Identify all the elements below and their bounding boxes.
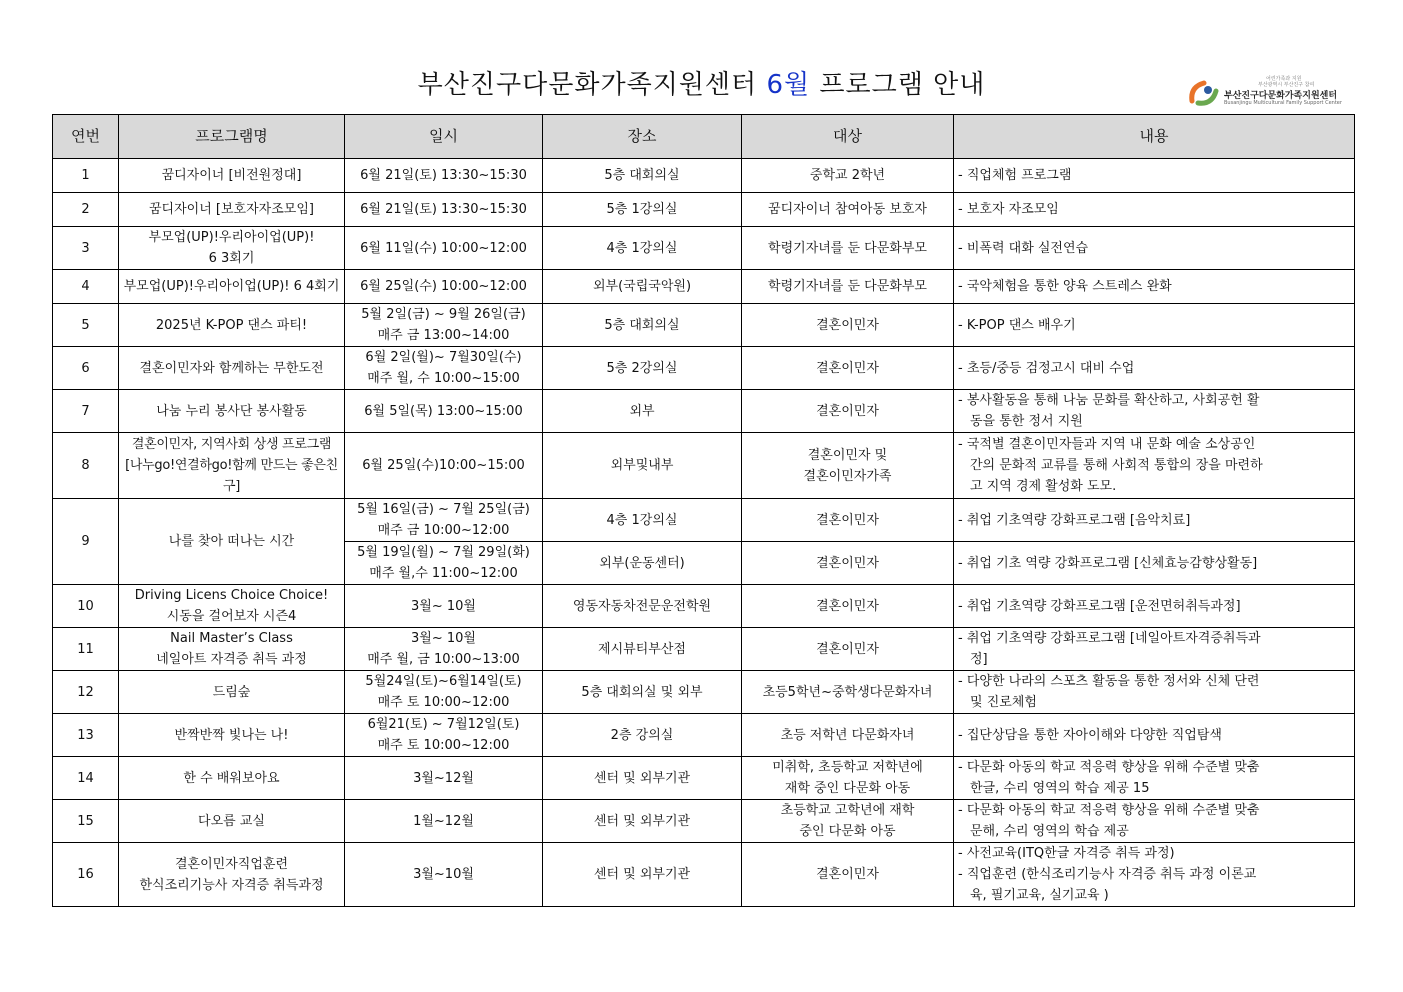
row-number: 4 bbox=[53, 270, 119, 304]
program-place-line: 센터 및 외부기관 bbox=[593, 813, 691, 829]
program-content bbox=[954, 390, 1355, 433]
program-target-line: 결혼이민자 bbox=[816, 360, 879, 376]
program-name bbox=[119, 757, 345, 800]
program-content bbox=[954, 757, 1355, 800]
program-content-line: - 집단상담을 통한 자아이해와 다양한 직업탐색 bbox=[958, 727, 1222, 743]
header-content: 내용 bbox=[954, 115, 1355, 159]
program-date-line: 5월 16일(금) ~ 7월 25일(금) bbox=[357, 502, 530, 517]
program-date-line: 6월 25일(수) 10:00~12:00 bbox=[360, 279, 527, 294]
program-target-line: 중학교 2학년 bbox=[809, 168, 886, 183]
logo-english-name: Busanjingu Multicultural Family Support Center bbox=[1224, 100, 1342, 106]
program-target bbox=[742, 628, 954, 671]
program-name-line: Nail Master’s Class bbox=[170, 631, 293, 646]
program-date-line: 3월~ 10월 bbox=[411, 598, 476, 614]
header-program: 프로그램명 bbox=[119, 115, 345, 159]
program-place bbox=[543, 671, 742, 714]
header-date: 일시 bbox=[345, 115, 543, 159]
table-row bbox=[53, 499, 1355, 542]
program-date bbox=[345, 270, 543, 304]
program-target bbox=[742, 542, 954, 585]
program-name-line: 2025년 K-POP 댄스 파티! bbox=[155, 317, 308, 333]
program-target-line: 결혼이민자 및 bbox=[807, 447, 888, 463]
program-target-line: 중인 다문화 아동 bbox=[799, 824, 896, 839]
table-row bbox=[53, 585, 1355, 628]
program-date bbox=[345, 542, 543, 585]
program-target bbox=[742, 304, 954, 347]
program-date bbox=[345, 193, 543, 227]
program-content-line: - 사전교육(ITQ한글 자격증 취득 과정) bbox=[958, 846, 1175, 861]
program-name bbox=[119, 671, 345, 714]
program-place bbox=[543, 714, 742, 757]
program-place-line: 5층 1강의실 bbox=[606, 202, 678, 217]
program-content-line: 한글, 수리 영역의 학습 제공 15 bbox=[970, 781, 1150, 796]
table-row bbox=[53, 800, 1355, 843]
program-date-line: 6월21(토) ~ 7월12일(토) bbox=[367, 717, 520, 732]
program-content-line: - 취업 기초역량 강화프로그램 [운전면허취득과정] bbox=[958, 598, 1241, 614]
program-date-line: 5월 2일(금) ~ 9월 26일(금) bbox=[361, 307, 526, 322]
program-table bbox=[52, 114, 1355, 907]
program-name-line: 드림숲 bbox=[212, 684, 251, 700]
logo-mark-icon bbox=[1188, 79, 1222, 107]
program-place-line: 4층 1강의실 bbox=[606, 240, 678, 256]
program-target-line: 결혼이민자가족 bbox=[803, 468, 892, 484]
program-date bbox=[345, 628, 543, 671]
table-row bbox=[53, 304, 1355, 347]
program-name-line: 결혼이민자와 함께하는 무한도전 bbox=[139, 360, 324, 376]
program-target bbox=[742, 714, 954, 757]
program-content-line: - 초등/중등 검정고시 대비 수업 bbox=[958, 360, 1135, 376]
program-content-line: - 취업 기초 역량 강화프로그램 [신체효능감향상활동] bbox=[958, 555, 1258, 571]
program-name bbox=[119, 499, 345, 585]
program-date-line: 3월~12월 bbox=[413, 770, 474, 786]
program-date bbox=[345, 499, 543, 542]
program-target bbox=[742, 193, 954, 227]
program-date-line: 매주 월,수 11:00~12:00 bbox=[369, 566, 518, 581]
program-content-line: - K-POP 댄스 배우기 bbox=[958, 317, 1076, 333]
program-content-line: - 비폭력 대화 실전연습 bbox=[958, 240, 1089, 256]
program-date-line: 매주 월, 수 10:00~15:00 bbox=[367, 371, 520, 386]
program-place bbox=[543, 433, 742, 499]
program-name-line: [나누go!연결하go!함께 만드는 좋은친구] bbox=[125, 458, 338, 494]
row-number: 7 bbox=[53, 390, 119, 433]
program-date-line: 매주 토 10:00~12:00 bbox=[377, 738, 510, 753]
program-place bbox=[543, 800, 742, 843]
program-content bbox=[954, 800, 1355, 843]
program-date bbox=[345, 159, 543, 193]
program-date bbox=[345, 714, 543, 757]
program-target bbox=[742, 270, 954, 304]
program-name bbox=[119, 390, 345, 433]
program-place bbox=[543, 390, 742, 433]
program-target bbox=[742, 671, 954, 714]
program-content bbox=[954, 499, 1355, 542]
program-content bbox=[954, 304, 1355, 347]
program-content-line: 동을 통한 정서 지원 bbox=[970, 414, 1083, 429]
program-date bbox=[345, 671, 543, 714]
program-name bbox=[119, 347, 345, 390]
program-content-line: - 직업훈련 (한식조리기능사 자격증 취득 과정 이론교 bbox=[958, 867, 1257, 882]
program-content-line: - 취업 기초역량 강화프로그램 [네일아트자격증취득과 bbox=[958, 631, 1261, 646]
program-content-line: - 국적별 결혼이민자들과 지역 내 문화 예술 소상공인 bbox=[958, 437, 1256, 452]
program-content bbox=[954, 433, 1355, 499]
program-content bbox=[954, 542, 1355, 585]
program-place bbox=[543, 347, 742, 390]
program-place-line: 5층 대회의실 bbox=[604, 317, 680, 333]
program-content bbox=[954, 714, 1355, 757]
program-place bbox=[543, 159, 742, 193]
table-row bbox=[53, 671, 1355, 714]
table-row bbox=[53, 227, 1355, 270]
program-target-line: 결혼이민자 bbox=[816, 641, 879, 657]
program-name-line: 나를 찾아 떠나는 시간 bbox=[168, 534, 295, 549]
program-name-line: 시동을 걸어보자 시즌4 bbox=[166, 609, 297, 624]
program-content bbox=[954, 843, 1355, 907]
program-place-line: 외부및내부 bbox=[610, 458, 674, 473]
program-target bbox=[742, 433, 954, 499]
program-target bbox=[742, 499, 954, 542]
program-place bbox=[543, 499, 742, 542]
row-number: 8 bbox=[53, 433, 119, 499]
program-target bbox=[742, 800, 954, 843]
header-no: 연번 bbox=[53, 115, 119, 159]
program-place bbox=[543, 628, 742, 671]
program-content-line: 고 지역 경제 활성화 도모. bbox=[970, 479, 1117, 494]
program-place-line: 센터 및 외부기관 bbox=[593, 770, 691, 786]
program-content-line: 육, 필기교육, 실기교육 ) bbox=[970, 888, 1109, 903]
program-name-line: 부모업(UP)!우리아이업(UP)! bbox=[148, 230, 315, 245]
program-name-line: 한 수 배워보아요 bbox=[183, 770, 280, 786]
program-content-line: - 다문화 아동의 학교 적응력 향상을 위해 수준별 맞춤 bbox=[958, 803, 1260, 818]
program-content-line: - 다문화 아동의 학교 적응력 향상을 위해 수준별 맞춤 bbox=[958, 760, 1260, 775]
program-date-line: 매주 토 10:00~12:00 bbox=[377, 695, 510, 710]
table-header-row bbox=[53, 115, 1355, 159]
row-number: 3 bbox=[53, 227, 119, 270]
program-target-line: 결혼이민자 bbox=[816, 598, 879, 614]
program-place-line: 2층 강의실 bbox=[610, 727, 674, 743]
row-number: 5 bbox=[53, 304, 119, 347]
page-title: 부산진구다문화가족지원센터 6월 프로그램 안내 bbox=[417, 70, 986, 100]
program-name-line: Driving Licens Choice Choice! bbox=[134, 588, 329, 603]
program-name-line: 네일아트 자격증 취득 과정 bbox=[156, 652, 307, 667]
program-place-line: 외부(운동센터) bbox=[599, 555, 685, 571]
row-number: 10 bbox=[53, 585, 119, 628]
program-date-line: 6월 21일(토) 13:30~15:30 bbox=[360, 168, 527, 183]
program-content-line: - 직업체험 프로그램 bbox=[958, 168, 1072, 183]
program-date bbox=[345, 585, 543, 628]
program-date bbox=[345, 347, 543, 390]
table-row bbox=[53, 270, 1355, 304]
row-number: 12 bbox=[53, 671, 119, 714]
program-content bbox=[954, 671, 1355, 714]
center-logo bbox=[1188, 75, 1358, 109]
program-place-line: 5층 대회의실 및 외부 bbox=[581, 684, 703, 700]
program-content bbox=[954, 193, 1355, 227]
row-number: 9 bbox=[53, 499, 119, 585]
program-content bbox=[954, 227, 1355, 270]
program-name-line: 꿈디자이너 [보호자자조모임] bbox=[149, 202, 314, 217]
program-name-line: 반짝반짝 빛나는 나! bbox=[174, 727, 289, 743]
program-name-line: 다오름 교실 bbox=[198, 813, 265, 829]
program-date-line: 6월 2일(월)~ 7월30일(수) bbox=[365, 350, 522, 365]
program-content-line: 정] bbox=[970, 652, 988, 667]
table-row bbox=[53, 159, 1355, 193]
title-month: 6월 bbox=[766, 70, 811, 100]
row-number: 15 bbox=[53, 800, 119, 843]
program-name bbox=[119, 585, 345, 628]
program-place bbox=[543, 227, 742, 270]
program-place bbox=[543, 757, 742, 800]
program-place-line: 외부(국립국악원) bbox=[592, 279, 692, 294]
program-place bbox=[543, 585, 742, 628]
program-target bbox=[742, 390, 954, 433]
program-content bbox=[954, 270, 1355, 304]
program-place bbox=[543, 542, 742, 585]
program-target-line: 꿈디자이너 참여아동 보호자 bbox=[768, 202, 927, 217]
program-place-line: 4층 1강의실 bbox=[606, 512, 678, 528]
program-place-line: 제시뷰티부산점 bbox=[598, 641, 686, 657]
program-name bbox=[119, 270, 345, 304]
table-row bbox=[53, 193, 1355, 227]
program-date-line: 매주 금 10:00~12:00 bbox=[377, 523, 510, 538]
program-target-line: 결혼이민자 bbox=[816, 317, 879, 333]
program-target-line: 학령기자녀를 둔 다문화부모 bbox=[768, 240, 927, 256]
row-number: 16 bbox=[53, 843, 119, 907]
program-name bbox=[119, 227, 345, 270]
program-name bbox=[119, 628, 345, 671]
program-date-line: 3월~10월 bbox=[413, 867, 474, 882]
program-place-line: 5층 대회의실 bbox=[604, 168, 680, 183]
header-place: 장소 bbox=[543, 115, 742, 159]
table-row bbox=[53, 347, 1355, 390]
program-target-line: 초등5학년~중학생다문화자녀 bbox=[762, 684, 933, 700]
program-target bbox=[742, 159, 954, 193]
program-name bbox=[119, 433, 345, 499]
program-name-line: 6 3회기 bbox=[208, 251, 255, 266]
program-content-line: - 봉사활동을 통해 나눔 문화를 확산하고, 사회공헌 활 bbox=[958, 393, 1260, 408]
program-name-line: 꿈디자이너 [비전원정대] bbox=[161, 168, 302, 183]
program-target-line: 결혼이민자 bbox=[816, 867, 879, 882]
program-date bbox=[345, 757, 543, 800]
program-date-line: 6월 25일(수)10:00~15:00 bbox=[362, 458, 525, 473]
program-name bbox=[119, 193, 345, 227]
logo-name: 부산진구다문화가족지원센터 bbox=[1224, 91, 1338, 101]
program-target-line: 미취학, 초등학교 저학년에 bbox=[772, 760, 923, 775]
program-date-line: 5월24일(토)~6월14일(토) bbox=[365, 674, 522, 689]
program-date bbox=[345, 433, 543, 499]
row-number: 13 bbox=[53, 714, 119, 757]
program-target-line: 결혼이민자 bbox=[816, 555, 879, 571]
program-place bbox=[543, 193, 742, 227]
logo-tagline-2: 부산광역시 부산진구 참여 bbox=[1258, 82, 1315, 88]
program-name-line: 결혼이민자, 지역사회 상생 프로그램 bbox=[131, 437, 332, 452]
program-date-line: 6월 11일(수) 10:00~12:00 bbox=[360, 240, 527, 256]
program-content-line: - 보호자 자조모임 bbox=[958, 202, 1059, 217]
program-target bbox=[742, 757, 954, 800]
program-name-line: 나눔 누리 봉사단 봉사활동 bbox=[156, 403, 307, 419]
row-number: 6 bbox=[53, 347, 119, 390]
program-name-line: 결혼이민자직업훈련 bbox=[174, 856, 289, 872]
program-target bbox=[742, 585, 954, 628]
program-date bbox=[345, 800, 543, 843]
program-date-line: 6월 5일(목) 13:00~15:00 bbox=[364, 403, 523, 419]
program-content bbox=[954, 159, 1355, 193]
row-number: 1 bbox=[53, 159, 119, 193]
program-place-line: 외부 bbox=[629, 403, 655, 419]
program-date-line: 매주 금 13:00~14:00 bbox=[377, 328, 510, 343]
program-date bbox=[345, 304, 543, 347]
program-name bbox=[119, 843, 345, 907]
program-date-line: 1월~12월 bbox=[413, 813, 474, 829]
program-content bbox=[954, 585, 1355, 628]
program-content-line: - 다양한 나라의 스포츠 활동을 통한 정서와 신체 단련 bbox=[958, 674, 1260, 689]
header-target: 대상 bbox=[742, 115, 954, 159]
program-content-line: - 취업 기초역량 강화프로그램 [음악치료] bbox=[958, 512, 1191, 528]
program-content bbox=[954, 628, 1355, 671]
program-date-line: 매주 월, 금 10:00~13:00 bbox=[367, 652, 520, 667]
program-date-line: 5월 19일(월) ~ 7월 29일(화) bbox=[357, 545, 530, 560]
program-content-line: - 국악체험을 통한 양육 스트레스 완화 bbox=[958, 279, 1172, 294]
row-number: 11 bbox=[53, 628, 119, 671]
logo-tagline: 어린가족과 지원 bbox=[1266, 76, 1302, 82]
program-place-line: 영동자동차전문운전학원 bbox=[572, 598, 712, 614]
row-number: 14 bbox=[53, 757, 119, 800]
program-name bbox=[119, 304, 345, 347]
program-target-line: 초등 저학년 다문화자녀 bbox=[780, 727, 915, 743]
program-name-line: 한식조리기능사 자격증 취득과정 bbox=[139, 877, 324, 893]
program-date bbox=[345, 843, 543, 907]
table-row bbox=[53, 843, 1355, 907]
program-name bbox=[119, 800, 345, 843]
program-name bbox=[119, 714, 345, 757]
program-place bbox=[543, 843, 742, 907]
program-content bbox=[954, 347, 1355, 390]
program-place-line: 센터 및 외부기관 bbox=[593, 867, 691, 882]
program-target-line: 결혼이민자 bbox=[816, 512, 879, 528]
table-row bbox=[53, 390, 1355, 433]
program-date-line: 6월 21일(토) 13:30~15:30 bbox=[360, 202, 527, 217]
table-row bbox=[53, 714, 1355, 757]
program-target-line: 재학 중인 다문화 아동 bbox=[784, 781, 911, 796]
program-place bbox=[543, 270, 742, 304]
table-row bbox=[53, 757, 1355, 800]
row-number: 2 bbox=[53, 193, 119, 227]
program-target bbox=[742, 227, 954, 270]
program-date bbox=[345, 390, 543, 433]
program-target-line: 학령기자녀를 둔 다문화부모 bbox=[768, 279, 927, 294]
program-content-line: 및 진로체험 bbox=[970, 695, 1037, 710]
table-row bbox=[53, 433, 1355, 499]
program-place bbox=[543, 304, 742, 347]
program-place-line: 5층 2강의실 bbox=[606, 360, 678, 376]
program-name-line: 부모업(UP)!우리아이업(UP)! 6 4회기 bbox=[123, 279, 340, 294]
table-row bbox=[53, 628, 1355, 671]
program-date-line: 3월~ 10월 bbox=[411, 631, 476, 646]
program-date bbox=[345, 227, 543, 270]
program-target-line: 초등학교 고학년에 재학 bbox=[780, 803, 915, 818]
program-target-line: 결혼이민자 bbox=[816, 403, 879, 419]
program-target bbox=[742, 843, 954, 907]
program-content-line: 문해, 수리 영역의 학습 제공 bbox=[970, 824, 1129, 839]
program-target bbox=[742, 347, 954, 390]
program-name bbox=[119, 159, 345, 193]
program-content-line: 간의 문화적 교류를 통해 사회적 통합의 장을 마련하 bbox=[970, 458, 1263, 473]
